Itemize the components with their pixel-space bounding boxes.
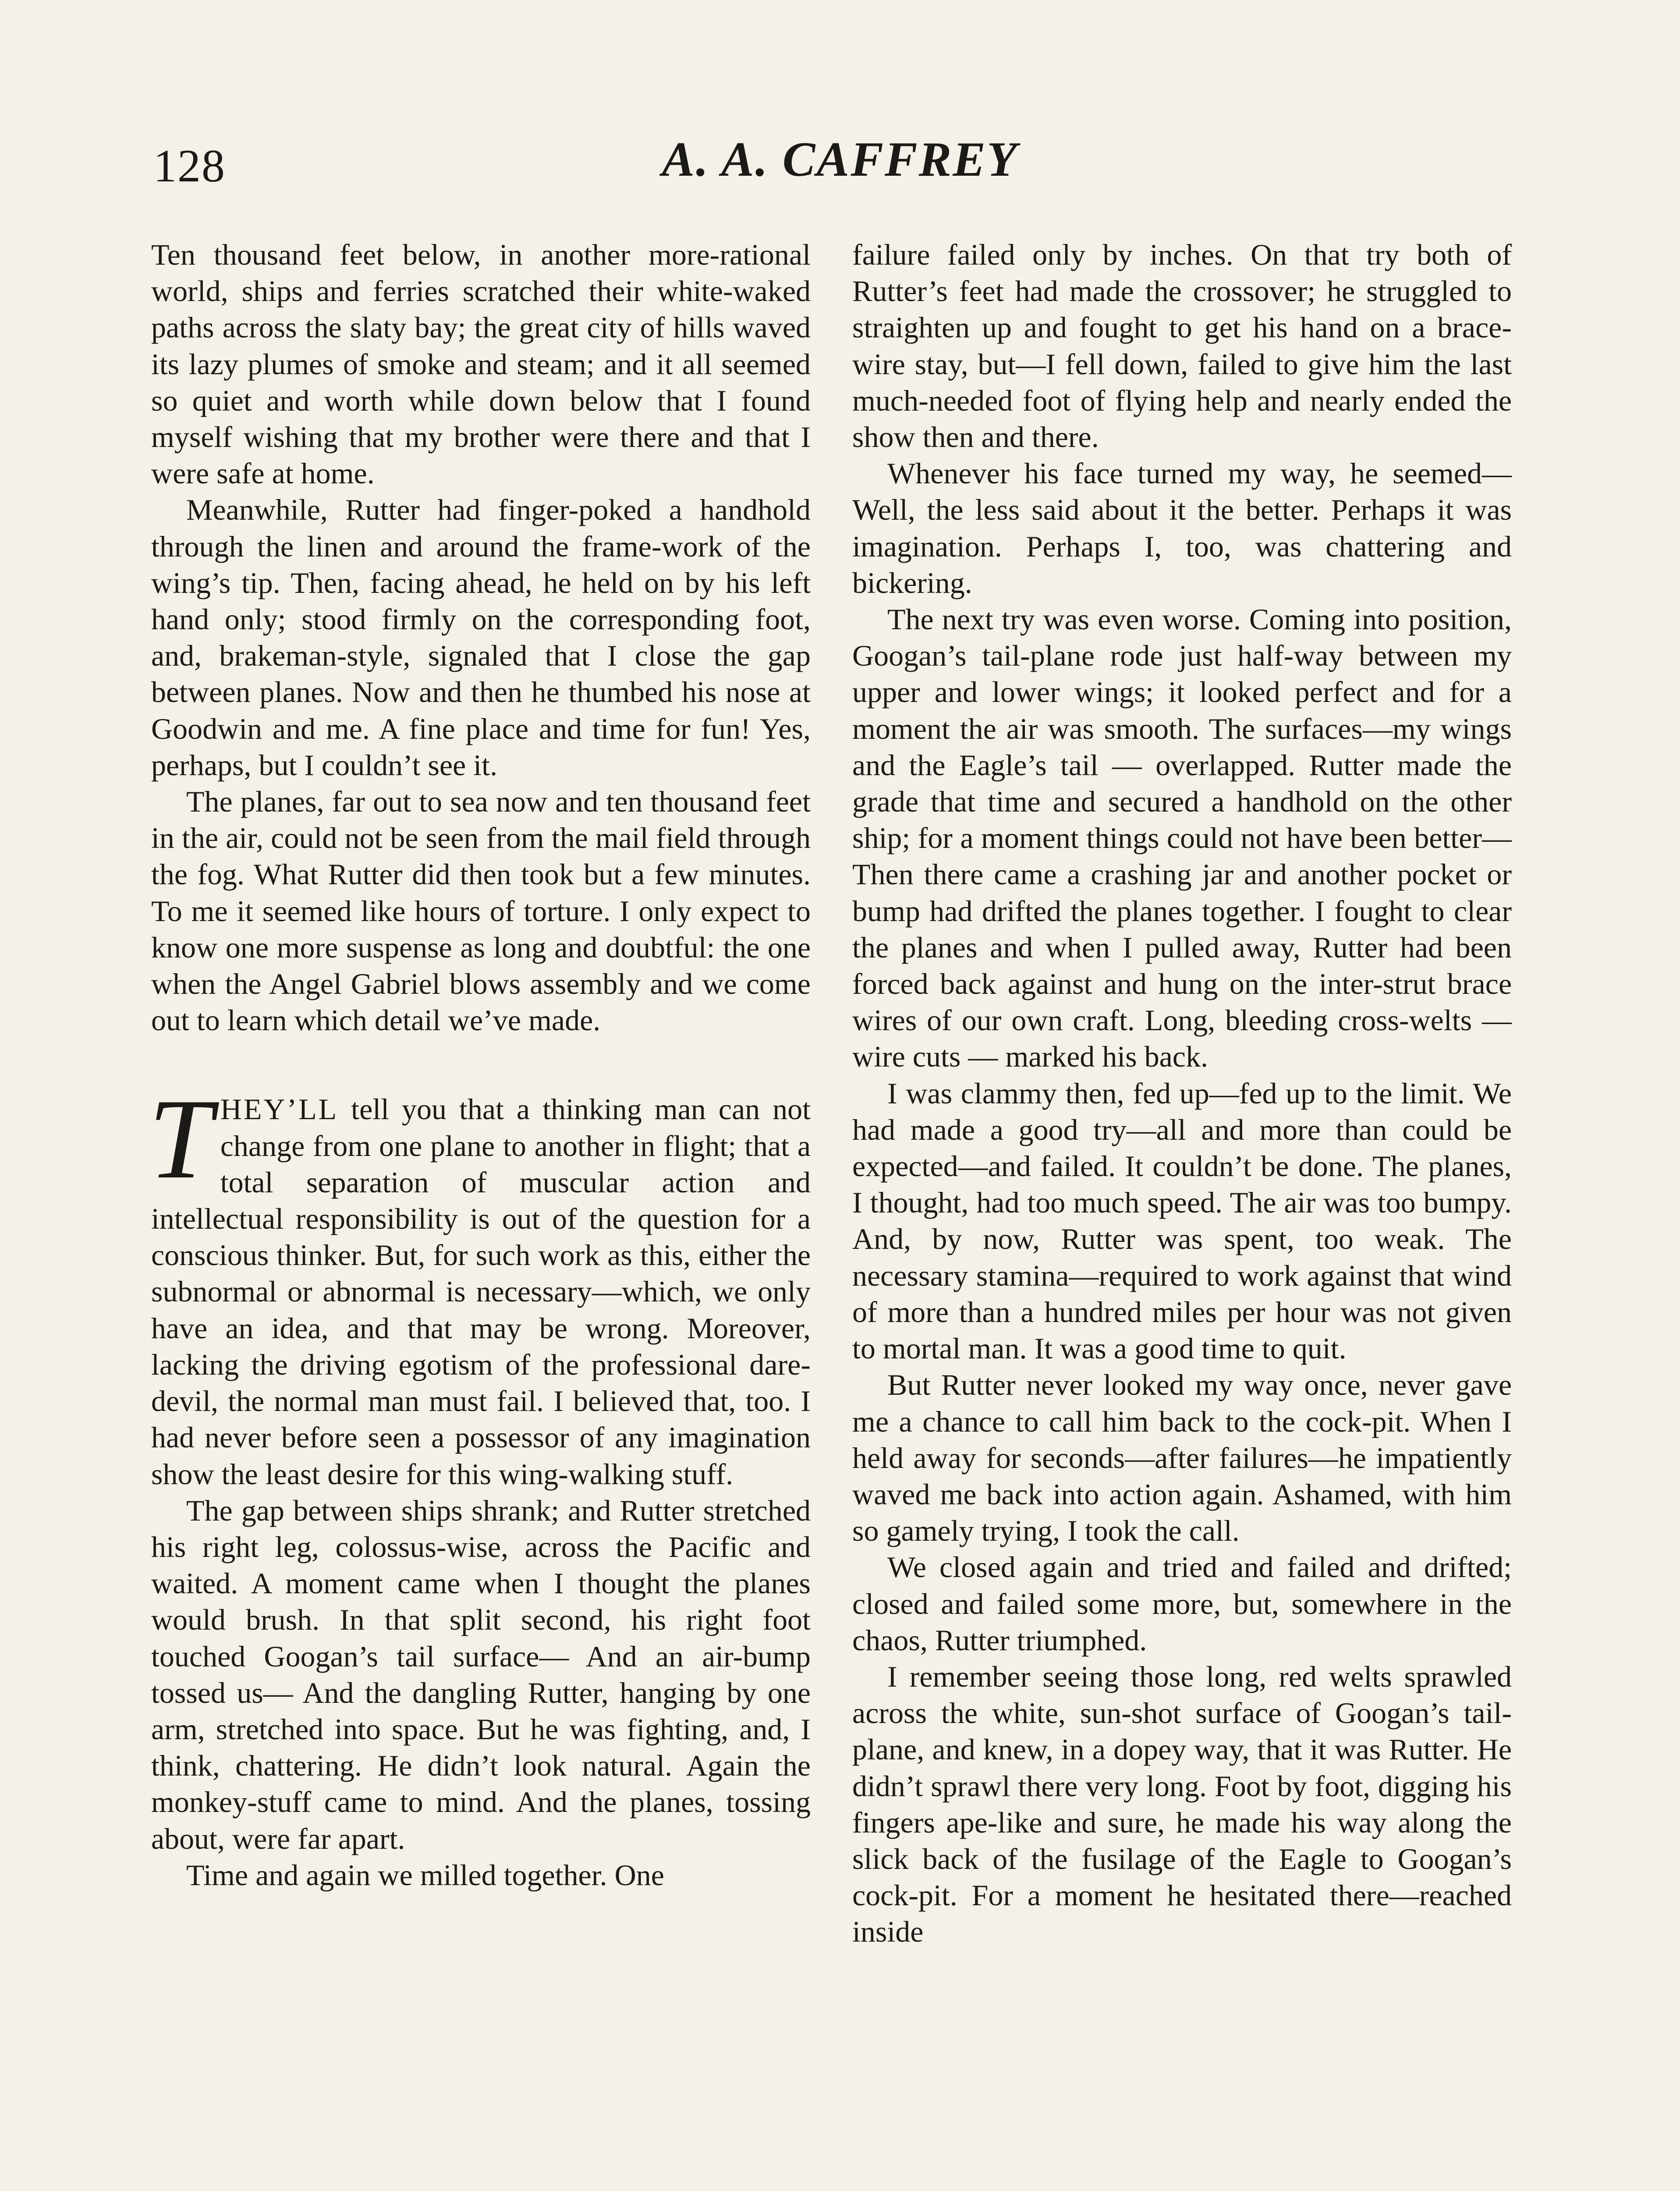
paragraph: Whenever his face turned my way, he seemed— Well, the less said about it the better. Perhaps it was imagination. Perhaps I, too, was chattering and bickering. xyxy=(852,457,1512,599)
drop-cap-smallcaps: HEY’LL xyxy=(220,1092,339,1126)
paragraph: The next try was even worse. Coming into position, Googan’s tail-plane rode just half-way between my upper and lower wings; it looked perfect and for a moment the air was smooth. The surfaces—my wings and the Eagle’s tail — overlapped. Rutter made the grade that time and secured a handhold on the other ship; for a moment things could not have been better— Then there came a crashing jar and another pocket or bump had drifted the planes together. I fought to clear the planes and when I pulled away, Rutter had been forced back against and hung on the inter-strut brace wires of our own craft. Long, bleeding cross-welts — wire cuts — marked his back. xyxy=(852,603,1512,1074)
running-head-author: A. A. CAFFREY xyxy=(662,132,1018,187)
paragraph: The gap between ships shrank; and Rutter stretched his right leg, colossus-wise, across the Pacific and waited. A moment came when I thought the planes would brush. In that split second, his right foot touched Googan’s tail surface— And an air-bump tossed us— And the dangling Rutter, hanging by one arm, stretched into space. But he was fighting, and, I think, chattering. He didn’t look natural. Again the monkey-stuff came to mind. And the planes, tossing about, were far apart. xyxy=(151,1493,811,1855)
paragraph: The planes, far out to sea now and ten thousand feet in the air, could not be seen from the mail field through the fog. What Rutter did then took but a few minutes. To me it seemed like hours of torture. I only expect to know one more suspense as long and doubtful: the one when the Angel Gabriel blows assembly and we come out to learn which detail we’ve made. xyxy=(151,785,811,1037)
section-opening-text: tell you that a thinking man can not change from one plane to another in flight; that a total separation of muscular action and intellectual responsibility is out of the question for a conscious thinker. But, for such work as this, either the subnormal or abnormal is necessary—which, we only have an idea, and that may be wrong. Moreover, lacking the driving egotism of the professional dare-devil, the normal man must fail. I believed that, too. I had never before seen a possessor of any imagination show the least desire for this wing-walking stuff. xyxy=(151,1092,811,1491)
drop-cap: T xyxy=(149,1075,213,1203)
paragraph: I remember seeing those long, red welts sprawled across the white, sun-shot surface of Googan’s tail-plane, and knew, in a dopey way, that it was Rutter. He didn’t sprawl there very long. Foot by foot, digging his fingers ape-like and sure, he made his way along the slick back of the fusilage of the Eagle to Googan’s cock-pit. For a moment he hesitated there—reached inside xyxy=(852,1659,1512,1949)
left-column xyxy=(151,237,811,1893)
right-column xyxy=(852,237,1512,1950)
page-number: 128 xyxy=(153,140,226,191)
paragraph: failure failed only by inches. On that try both of Rutter’s feet had made the crossover; he struggled to straighten up and fought to get his hand on a brace-wire stay, but—I fell down, failed to give him the last much-needed foot of flying help and nearly ended the show then and there. xyxy=(852,238,1512,454)
paragraph: I was clammy then, fed up—fed up to the limit. We had made a good try—all and more than could be expected—and failed. It couldn’t be done. The planes, I thought, had too much speed. The air was too bumpy. And, by now, Rutter was spent, too weak. The necessary stamina—required to work against that wind of more than a hundred miles per hour was not given to mortal man. It was a good time to quit. xyxy=(852,1076,1512,1365)
paragraph: Ten thousand feet below, in another more-rational world, ships and ferries scratched their white-waked paths across the slaty bay; the great city of hills waved its lazy plumes of smoke and steam; and it all seemed so quiet and worth while down below that I found myself wishing that my brother were there and that I were safe at home. xyxy=(151,238,811,490)
paragraph: We closed again and tried and failed and drifted; closed and failed some more, but, somewhere in the chaos, Rutter triumphed. xyxy=(852,1550,1512,1657)
paragraph: But Rutter never looked my way once, never gave me a chance to call him back to the cock-pit. When I held away for seconds—after failures—he impatiently waved me back into action again. Ashamed, with him so gamely trying, I took the call. xyxy=(852,1368,1512,1548)
paragraph: Meanwhile, Rutter had finger-poked a handhold through the linen and around the frame-work of the wing’s tip. Then, facing ahead, he held on by his left hand only; stood firmly on the corresponding foot, and, brakeman-style, signaled that I close the gap between planes. Now and then he thumbed his nose at Goodwin and me. A fine place and time for fun! Yes, perhaps, but I couldn’t see it. xyxy=(151,493,811,782)
paragraph: Time and again we milled together. One xyxy=(186,1858,664,1892)
section-opening-paragraph xyxy=(149,1075,811,1492)
